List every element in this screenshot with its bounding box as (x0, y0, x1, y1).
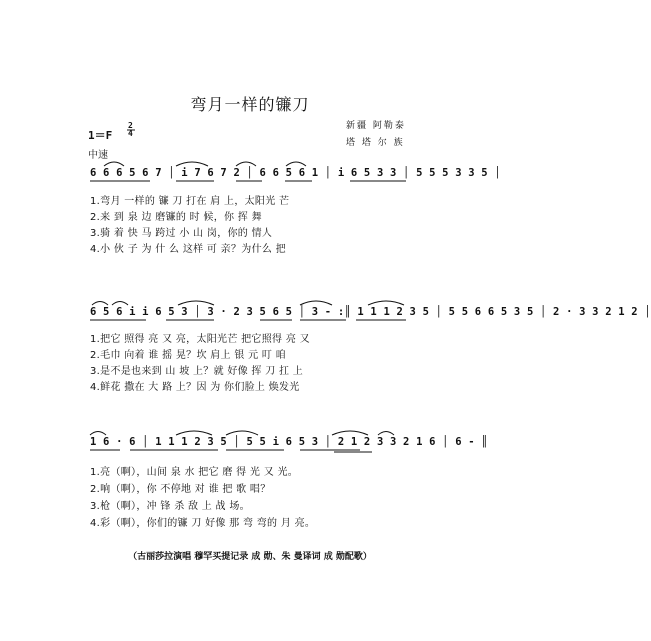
slur-mark (90, 432, 106, 436)
slur-mark (300, 301, 332, 305)
lyric-verse-2-line-2: 2.毛巾 向着 谁 摇 晃？坎 肩上 银 元 叮 咱 (90, 350, 286, 361)
tempo-marking: 中速 (88, 150, 108, 161)
slur-mark (378, 432, 394, 436)
slur-mark (178, 301, 214, 305)
slur-mark (332, 431, 368, 435)
song-origin-ethnicity: 塔 塔 尔 族 (346, 138, 405, 148)
slur-mark (176, 431, 212, 435)
notation-line-1: 6 6 6 5 6 7 │ i 7 6 7 2 │ 6 6 5 6 1 │ i 6 5 3 3 │ 5 5 5 3 3 5 │ (90, 167, 501, 179)
lyric-verse-1-line-3: 1.亮（啊），山间 泉 水 把它 磨 得 光 又 光。 (90, 467, 299, 478)
key-signature: 1＝F (88, 129, 113, 142)
slur-mark (104, 162, 124, 166)
lyric-verse-4-line-3: 4.彩（啊），你们的镰 刀 好像 那 弯 弯的 月 亮。 (90, 518, 316, 529)
slur-mark (226, 431, 258, 435)
lyric-verse-3-line-2: 3.是不是也来到 山 坡 上？就 好像 挥 刀 扛 上 (90, 366, 304, 377)
lyric-verse-2-line-3: 2.响（啊），你 不停地 对 谁 把 歌 唱？ (90, 484, 271, 495)
credits-line: （古丽莎拉演唱 穆罕买提记录 成 勋、朱 曼译词 成 勋配歌） (128, 552, 372, 562)
slur-mark (368, 301, 404, 305)
slur-mark (92, 302, 108, 306)
time-signature-bottom: 4 (128, 129, 133, 138)
slur-mark (286, 162, 306, 166)
slur-mark (112, 302, 128, 306)
lyric-verse-3-line-3: 3.枪（啊），冲 锋 杀 敌 上 战 场。 (90, 501, 250, 512)
lyric-verse-2-line-1: 2.来 到 泉 边 磨镰的 时 候，你 挥 舞 (90, 212, 262, 223)
lyric-verse-4-line-1: 4.小 伙 子 为 什 么 这样 可 亲？为什么 把 (90, 244, 286, 255)
notation-line-2: 6 5 6 i i 6 5 3 │ 3 · 2 3 5 6 5 │ 3 - :║ 1 1 1 2 3 5 │ 5 5 6 6 5 3 5 │ 2 · 3 3 2 1 2 │ (90, 306, 651, 318)
lyric-verse-1-line-2: 1.把它 照得 亮 又 亮，太阳光芒 把它照得 亮 又 (90, 334, 310, 345)
song-title: 弯月一样的镰刀 (190, 95, 310, 114)
time-signature-top: 2 (128, 121, 133, 130)
song-origin-region: 新疆 阿勒泰 (346, 121, 406, 131)
lyric-verse-3-line-1: 3.骑 着 快 马 跨过 小 山 岗，你的 情人 (90, 228, 273, 239)
lyric-verse-1-line-1: 1.弯月 一样的 镰 刀 打在 肩 上，太阳光 芒 (90, 196, 290, 207)
slur-mark (236, 162, 256, 166)
slur-mark (176, 162, 208, 166)
lyric-verse-4-line-2: 4.鲜花 撒在 大 路 上？因 为 你们脸上 焕发光 (90, 382, 300, 393)
notation-line-3: 1 6 · 6 │ 1 1 1 2 3 5 │ 5 5 i 6 5 3 │ 2 1 2 3 3 2 1 6 │ 6 - ║ (90, 436, 488, 448)
